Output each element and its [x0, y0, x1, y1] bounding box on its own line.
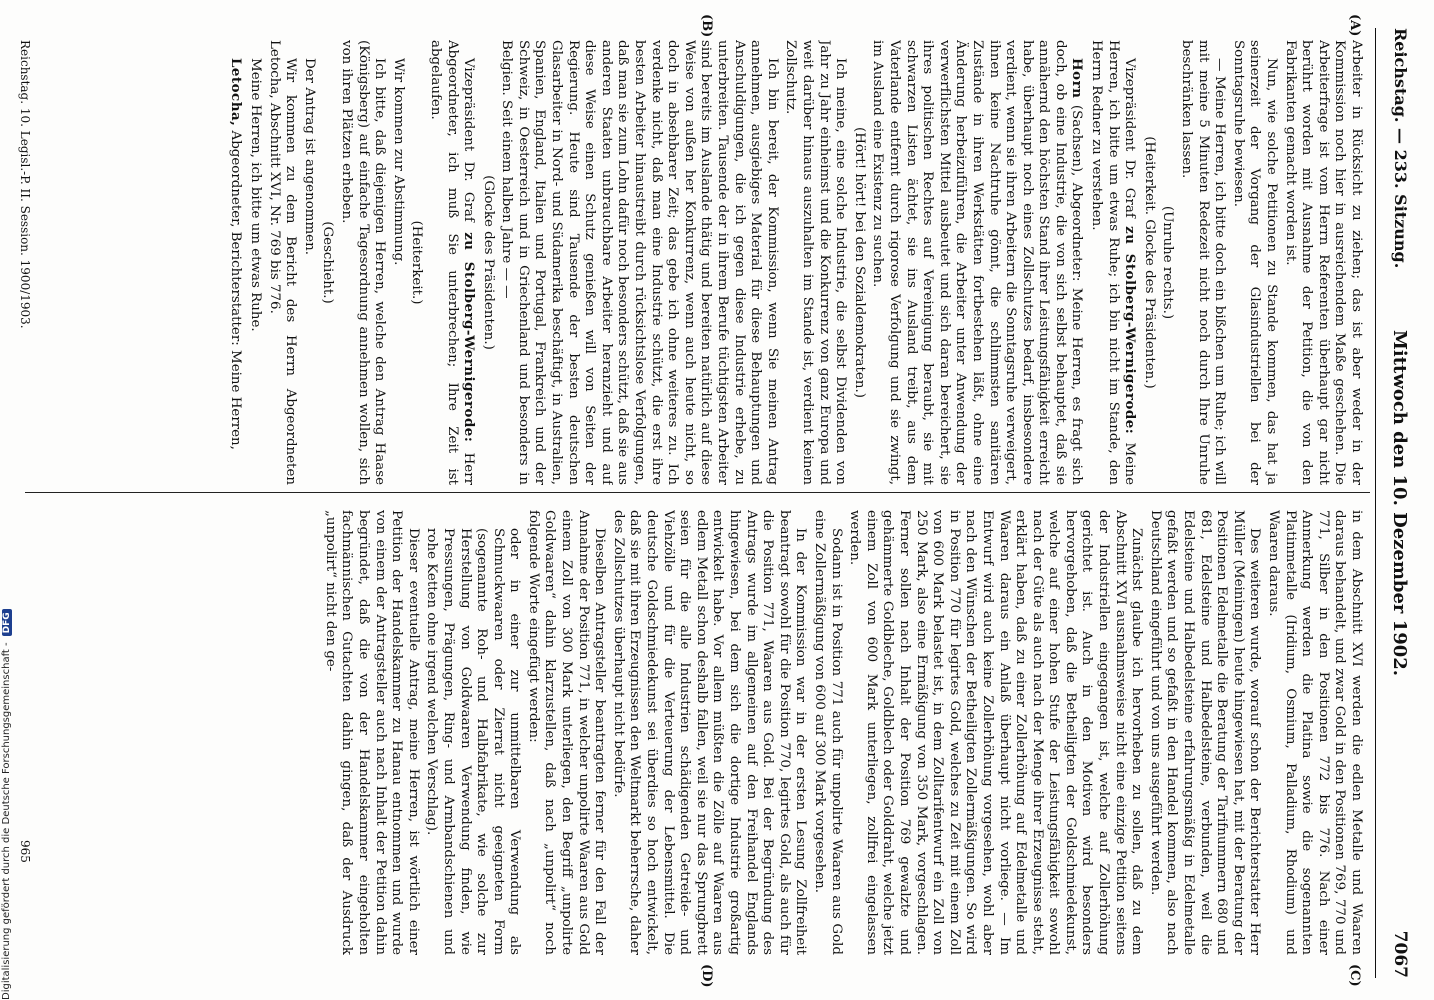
speech-text: Herr Abgeordneter, ich muß Sie unterbrechen; Ihre Zeit ist abgelaufen. [427, 40, 477, 485]
paragraph: — Meine Herren, ich bitte doch ein bißchen um Ruhe; ich will mit meine 5 Minuten Redezeit nicht noch durch Ihre Unruhe beschränken lassen. [1179, 40, 1228, 485]
paragraph: Arbeiter in Rücksicht zu ziehen; das ist aber weder in der Kommission noch hier in ausreichendem Maße geschehen. Die Arbeiterfrage ist vom Herrn Referenten überhaupt gar nicht berührt worden mit Ausnahme der Petition, die von den Fabrikanten gemacht worden ist. [1282, 40, 1364, 485]
speaker-name: Letocha, [228, 58, 245, 127]
speaker-name: Horn [1069, 58, 1086, 99]
paragraph: Dieser eventuelle Antrag, meine Herren, ist wörtlich einer Petition der Handelskammer zu Hanau entnommen und wurde von einem der Antragsteller auch nach Inhalt der Petition dahin begründet, daß die von der Handelskammer eingeholten fachmännischen Gutachten dahin gingen, daß der Ausdruck „unpolirt“ nicht den ge- [322, 510, 421, 955]
speaker-party: (Sachsen), Abgeordneter: [1069, 104, 1085, 282]
header-session: Reichstag. — 233. Sitzung. [1391, 28, 1410, 269]
interjection: (Glocke des Präsidenten.) [480, 175, 496, 350]
speaker-paragraph [227, 40, 245, 485]
dfg-logo: DFG [2, 609, 12, 636]
interjection: (Heiterkeit.) [409, 220, 425, 305]
speaker-name: zu Stolberg-Wernigerode: [1122, 226, 1139, 435]
speech-text: Meine Herren, es fragt sich doch, ob eine Industrie, die von sich selbst behauptet, daß sie annähernd den höchsten Stand ihrer Leistungsfähigkeit erreicht habe, überhaupt noch eines Zollschutzes bedarf, insbesondere verdient, wenn sie ihren Arbeitern die Sonntagsruhe verweigert, ihnen keine Nachtruhe gönnt, die schlimmsten sanitären Zustände in ihren Werkstätten fortbestehen läßt, ohne eine Änderung herbeizuführen, die Arbeiter unter Anwendung der verwerflichsten Mittel ausbeutet und sich daran bereichert, sie ihres politischen Rechtes auf Vereinigung beraubt, sie mit schwarzen Listen ächtet, sie ins Ausland treibt, aus dem Vaterlande entfernt durch rigorose Verfolgung und sie zwingt, im Ausland eine Existenz zu suchen. [870, 40, 1085, 485]
paragraph: Wir kommen zur Abstimmung. [390, 58, 406, 266]
margin-mark-c: (C) [1347, 964, 1362, 987]
interjection: (Unruhe rechts.) [1160, 205, 1176, 320]
interjection: (Hört! hört! bei den Sozialdemokraten.) [851, 127, 867, 398]
interjection: (Geschieht.) [320, 221, 336, 304]
paragraph: Ich bitte, daß diejenigen Herren, welche den Antrag Haase (Königsberg) auf einfache Tagesordnung annehmen wollen, sich von ihren Plätzen erheben. [338, 40, 388, 485]
quoted-amendment: oder in einer zur unmittelbaren Verwendung als Schmuckwaaren oder Zierrat nicht geeigneten Form (sogenannte Roh- und Halbfabrikate, wie solche zur Herstellung von Goldwaaren Verwendung finden, wie Pressungen, Prägungen, Ring- und Armbandschienen und rohe Ketten ohne irgend welchen Verschlag). [424, 528, 523, 955]
paragraph: Der Antrag ist angenommen. [301, 58, 317, 255]
paragraph: Wir kommen zu dem Bericht des Herrn Abgeordneten Letocha, Abschnitt XVI, Nr. 769 bis 776. [266, 40, 299, 485]
right-text-column [34, 510, 1364, 955]
footer-session-info: Reichstag. 10. Legisl.-P. II. Session. 1900/1903. [18, 40, 32, 329]
speaker-paragraph [1088, 40, 1139, 485]
credit-text: Digitalisierung gefördert durch die Deutsche Forschungsgemeinschaft - [1, 642, 12, 1000]
header-date: Mittwoch den 10. Dezember 1902. [1389, 329, 1410, 677]
speaker-title: Vizepräsident Dr. Graf [1122, 58, 1138, 218]
digitization-credit [0, 0, 14, 1000]
speaker-paragraph [426, 40, 477, 485]
speaker-title: Vizepräsident Dr. Graf [461, 58, 477, 222]
paragraph: Ich bin bereit, der Kommission, wenn Sie meinen Antrag annehmen, ausgiebiges Material für diese Behauptungen und Anschuldigungen, die ich gegen diese Industrie erhebe, zu unterbreiten. Tausende der in ihrem Berufe tüchtigsten Arbeiter sind bereits im Auslande thätig und bereiten natürlich auf diese Weise von außen her Konkurrenz, wenn auch heute nicht, so doch in absehbarer Zeit; das gebe ich ohne weiteres zu. Ich verdenke nicht, daß man eine Industrie schützt, die erst ihre besten Arbeiter hinaustreibt durch rücksichtslose Verfolgungen, daß man sie zum Lohn dafür noch besonders schützt, daß sie aus anderen Staaten unbrauchbare Arbeiter heranzieht und auf diese Weise einen Schutz genießen will von Seiten der Regierung. Heute sind Tausende der besten deutschen Glasarbeiter in Nord- und Südamerika beschäftigt, in Australien, Spanien, England, Italien und Portugal, Frankreich und der Schweiz, in Oesterreich und in Griechenland und besonders in Belgien. Seit einem halben Jahre — — [499, 40, 780, 485]
margin-mark-d: (D) [699, 964, 714, 988]
paragraph: Des weiteren wurde, worauf schon der Berichterstatter Herr Müller (Meiningen) heute hingewiesen hat, mit der Beratung der Positionen Edelmetalle die Beratung der Tarifnummern 680 und 681, Edelsteine und Halbedelsteine, verbunden, weil die Edelsteine und Halbedelsteine erfahrungsmäßig in Edelmetalle gefaßt werden und so gefaßt in den Handel kommen, also nach Deutschland eingeführt und von uns ausgeführt werden. [1147, 510, 1263, 955]
left-text-column [34, 40, 1364, 485]
paragraph: Ich meine, eine solche Industrie, die selbst Dividenden von Jahr zu Jahr einheimst und die Konkurrenz von ganz Europa und weit darüber hinaus auszuhalten im Stande ist, verdient keinen Zollschutz. [783, 40, 849, 485]
margin-mark-b: (B) [699, 14, 714, 38]
header-page-number: 7067 [1390, 930, 1410, 978]
speaker-paragraph [869, 40, 1086, 485]
page-header [1375, 28, 1416, 978]
speaker-name: zu Stolberg-Wernigerode: [461, 232, 478, 443]
paragraph: In der Kommission war in der ersten Lesung Zollfreiheit beantragt sowohl für die Position 770, legirtes Gold, als auch für die Position 771, Waaren aus Gold. Bei der Begründung des Antrags wurde im allgemeinen auf den Freihandel Englands hingewiesen, bei dem sich die dortige Industrie großartig entwickelt habe. Vor allem müßten die Zölle auf Waaren aus edlem Metall schon deshalb fallen, weil sie nur das Sprungbrett seien für die alle Industrien schädigenden Getreide- und Viehzölle und für die Verteuerung der Lebensmittel. Die deutsche Goldschmiedekunst sei überdies so hoch entwickelt, daß sie mit ihren Erzeugnissen den Weltmarkt beherrsche, daher des Zollschutzes überhaupt nicht bedürfe. [610, 510, 809, 955]
paragraph: in dem Abschnitt XVI werden die edlen Metalle und Waaren daraus behandelt, und zwar Gold in den Positionen 769, 770 und 771, Silber in den Positionen 772 bis 776. Nach einer Anmerkung werden die Platina sowie die sogenannten Platinmetalle (Iridium, Osmium, Palladium, Rhodium) und Waaren daraus. [1266, 510, 1364, 955]
footer-page-number: 965 [18, 840, 32, 863]
speech-text: Meine Herren, ich bitte um etwas Ruhe; ich bin nicht im Stande, den Herrn Redner zu verstehen. [1089, 40, 1138, 485]
paragraph: Nun, wie solche Petitionen zu Stande kommen, das hat ja seinerzeit der Vorgang der Glasindustriellen bei der Sonntagsruhe bewiesen. [1230, 40, 1280, 485]
speech-text: Abgeordneter, Berichterstatter: Meine Herren, [228, 130, 244, 450]
paragraph: Zunächst glaube ich hervorheben zu sollen, daß zu dem Abschnitt XVI ausnahmsweise nicht eine einzige Petition seitens der Industriellen eingegangen ist, welche auf Zollerhöhung gerichtet ist. Auch in den Motiven wird besonders hervorgehoben, daß die Betheiligten der Goldschmiedekunst, welche auf einer hohen Stufe der Leistungsfähigkeit sowohl nach der Güte als auch nach der Menge ihrer Erzeugnisse steht, erklärt haben, daß zu einer Zollerhöhung auf Edelmetalle und Waaren daraus ein Anlaß überhaupt nicht vorliege. — Im Entwurf wird auch keine Zollerhöhung vorgesehen, wohl aber nach den Wünschen der Betheiligten Zollermäßigungen. So wird in Position 770 für legirtes Gold, welches zu Zeit mit einem Zoll von 600 Mark belastet ist, in dem Zolltarifentwurf ein Zoll von 250 Mark, also eine Ermäßigung von 350 Mark, vorgeschlagen. Ferner sollen nach Inhalt der Position 769 gewalzte und gehämmerte Goldbleche, Goldblech oder Golddraht, welche jetzt einem Zoll von 600 Mark unterliegen, zollfrei eingelassen werden. [847, 510, 1145, 955]
column-divider [25, 492, 1370, 493]
margin-mark-a: (A) [1347, 14, 1362, 37]
interjection: (Heiterkeit. Glocke des Präsidenten.) [1141, 136, 1157, 389]
paragraph: Meine Herren, ich bitte um etwas Ruhe. [248, 58, 263, 332]
paragraph: Sodann ist in Position 771 auch für unpolirte Waaren aus Gold eine Zollermäßigung von 600 auf 300 Mark vorgesehen. [812, 510, 844, 955]
paragraph: Dieselben Antragsteller beantragten ferner für den Fall der Annahme der Position 771, in welcher unpolirte Waaren aus Gold einem Zoll von 300 Mark unterliegen, den Begriff „unpolirte Goldwaaren“ dahin klarzustellen, daß nach „unpolirt“ noch folgende Worte eingefügt werden: [525, 510, 608, 955]
